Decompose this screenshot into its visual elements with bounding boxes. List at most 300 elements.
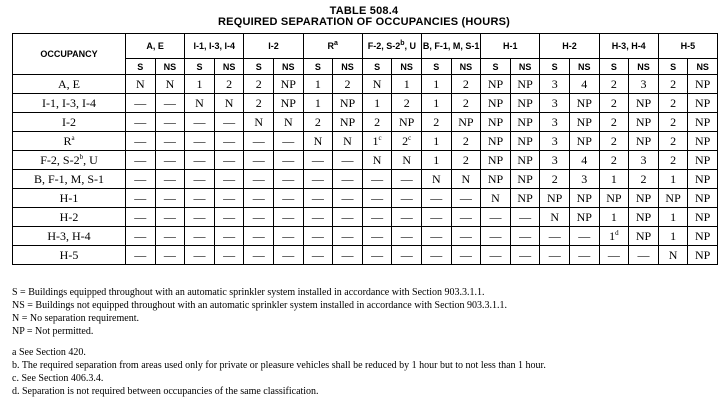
separation-cell xyxy=(155,151,185,170)
separation-cell xyxy=(214,189,244,208)
row-label-suffix: , U xyxy=(83,152,98,167)
separation-value: — xyxy=(193,114,206,129)
separation-cell xyxy=(303,227,333,246)
separation-cell xyxy=(362,208,392,227)
separation-value: N xyxy=(283,114,293,129)
separation-value: 2 xyxy=(670,152,677,167)
separation-cell xyxy=(569,151,599,170)
separation-value: — xyxy=(282,190,295,205)
separation-value: 2 xyxy=(462,95,469,110)
column-group-label-superscript: a xyxy=(334,40,338,47)
separation-cell xyxy=(392,208,422,227)
separation-cell xyxy=(688,132,718,151)
separation-cell xyxy=(155,246,185,265)
separation-value: — xyxy=(223,247,236,262)
separation-value: 2 xyxy=(670,133,677,148)
table-row xyxy=(13,75,718,94)
separation-cell xyxy=(540,113,570,132)
separation-cell xyxy=(658,170,688,189)
separation-cell xyxy=(421,94,451,113)
table-row xyxy=(13,170,718,189)
separation-value: N xyxy=(313,133,323,148)
separation-value: — xyxy=(341,152,354,167)
separation-cell xyxy=(303,151,333,170)
separation-cell xyxy=(421,189,451,208)
separation-value: — xyxy=(252,152,265,167)
separation-cell xyxy=(392,151,422,170)
separation-cell xyxy=(451,227,481,246)
separation-cell xyxy=(362,94,392,113)
row-occupancy-label xyxy=(13,208,126,227)
table-row xyxy=(13,113,718,132)
separation-cell xyxy=(244,246,274,265)
separation-value: — xyxy=(134,95,147,110)
separation-value: — xyxy=(371,228,384,243)
separation-cell xyxy=(688,208,718,227)
separation-cell xyxy=(421,113,451,132)
separation-value: 1 xyxy=(433,133,440,148)
separation-value: 1 xyxy=(314,76,321,91)
separation-cell xyxy=(629,75,659,94)
separation-cell xyxy=(185,246,215,265)
separation-value: NP xyxy=(695,247,711,262)
separation-cell xyxy=(244,208,274,227)
separation-cell xyxy=(392,246,422,265)
separation-cell xyxy=(214,113,244,132)
separation-value: — xyxy=(282,228,295,243)
separation-cell xyxy=(451,151,481,170)
separation-cell xyxy=(155,132,185,151)
separation-cell xyxy=(214,227,244,246)
separation-value: — xyxy=(163,190,176,205)
separation-cell xyxy=(421,227,451,246)
separation-value: NP xyxy=(487,152,504,167)
row-occupancy-label xyxy=(13,246,126,265)
separation-cell xyxy=(688,170,718,189)
separation-cell xyxy=(126,151,156,170)
subcolumn-ns-header: NS xyxy=(214,59,244,75)
separation-cell xyxy=(126,113,156,132)
table-row xyxy=(13,227,718,246)
separation-cell xyxy=(274,132,304,151)
separation-cell xyxy=(599,132,629,151)
separation-value: — xyxy=(371,171,384,186)
separation-cell xyxy=(362,246,392,265)
separation-value: — xyxy=(193,228,206,243)
separation-cell xyxy=(392,94,422,113)
separation-cell xyxy=(481,151,511,170)
separation-value: NP xyxy=(695,76,711,91)
separation-cell xyxy=(569,246,599,265)
separation-value: — xyxy=(252,133,265,148)
separation-value: NP xyxy=(576,114,592,129)
separation-cell xyxy=(333,151,363,170)
separation-cell xyxy=(362,151,392,170)
separation-cell xyxy=(510,170,540,189)
separation-value: 2 xyxy=(670,114,677,129)
row-label-superscript: b xyxy=(79,152,84,161)
footnote-line: a See Section 420. xyxy=(12,347,86,358)
row-occupancy-label xyxy=(13,132,126,151)
separation-cell xyxy=(185,208,215,227)
separation-value: — xyxy=(519,228,532,243)
separation-cell xyxy=(214,208,244,227)
separation-cell xyxy=(185,170,215,189)
separation-cell xyxy=(126,75,156,94)
separation-value: — xyxy=(134,133,147,148)
separation-value: — xyxy=(252,228,265,243)
separation-cell xyxy=(155,75,185,94)
separation-cell xyxy=(392,189,422,208)
footnote-line: c. See Section 406.3.4. xyxy=(12,373,104,384)
separation-cell xyxy=(658,132,688,151)
separation-cell xyxy=(214,94,244,113)
column-group-header xyxy=(244,34,303,59)
separation-cell xyxy=(185,189,215,208)
subcolumn-s-header: S xyxy=(362,59,392,75)
table-row xyxy=(13,189,718,208)
separation-cell xyxy=(451,189,481,208)
separation-value: NP xyxy=(695,133,711,148)
subcolumn-s-header: S xyxy=(303,59,333,75)
separation-value: — xyxy=(163,133,176,148)
table-row xyxy=(13,246,718,265)
column-group-header xyxy=(126,34,185,59)
table-title: REQUIRED SEPARATION OF OCCUPANCIES (HOURS) xyxy=(218,16,510,28)
separation-cell xyxy=(185,227,215,246)
separation-value: 1 xyxy=(403,76,410,91)
separation-cell xyxy=(421,151,451,170)
footnote-line: b. The required separation from areas used only for private or pleasure vehicles shall be reduced by 1 hour but to not less than 1 hour. xyxy=(12,360,546,371)
separation-value: — xyxy=(193,209,206,224)
separation-cell xyxy=(303,246,333,265)
separation-value: — xyxy=(134,114,147,129)
separation-value: — xyxy=(193,171,206,186)
separation-cell xyxy=(658,227,688,246)
subcolumn-ns-header: NS xyxy=(569,59,599,75)
separation-cell xyxy=(510,227,540,246)
separation-value: — xyxy=(134,247,147,262)
separation-cell xyxy=(362,113,392,132)
separation-value: — xyxy=(134,209,147,224)
separation-value: — xyxy=(430,247,443,262)
separation-value: — xyxy=(578,228,591,243)
separation-cell xyxy=(629,94,659,113)
separation-value: — xyxy=(282,133,295,148)
separation-cell xyxy=(392,227,422,246)
separation-cell xyxy=(658,113,688,132)
separation-value: — xyxy=(459,228,472,243)
separation-value: NP xyxy=(517,190,533,205)
separation-cell xyxy=(274,113,304,132)
legend-line: NS = Buildings not equipped throughout with an automatic sprinkler system installed in accordance with Section 903.3.1.1. xyxy=(12,300,508,311)
separation-value: NP xyxy=(695,171,711,186)
separation-value: — xyxy=(311,247,324,262)
separation-cell xyxy=(392,75,422,94)
separation-cell xyxy=(126,132,156,151)
row-label-text: H-2 xyxy=(59,209,79,224)
legend-line: N = No separation requirement. xyxy=(12,313,139,324)
separation-value: N xyxy=(372,76,382,91)
subcolumn-s-header: S xyxy=(126,59,156,75)
row-label-text: H-5 xyxy=(59,247,79,262)
separation-cell xyxy=(244,151,274,170)
separation-value: NP xyxy=(576,95,592,110)
legend-line: NP = Not permitted. xyxy=(12,326,94,337)
row-label-text: R xyxy=(63,133,72,148)
separation-cell xyxy=(540,246,570,265)
separation-cell xyxy=(126,246,156,265)
separation-value: 2 xyxy=(344,76,351,91)
separation-cell xyxy=(481,189,511,208)
separation-cell xyxy=(569,189,599,208)
separation-cell xyxy=(333,113,363,132)
separation-cell xyxy=(214,151,244,170)
separation-cell xyxy=(126,227,156,246)
separation-cell xyxy=(658,208,688,227)
row-label-text: I-2 xyxy=(62,114,76,129)
separation-cell xyxy=(688,75,718,94)
separation-cell xyxy=(421,246,451,265)
separation-value: NP xyxy=(635,228,652,243)
separation-value: 3 xyxy=(551,114,558,129)
separation-cell xyxy=(451,246,481,265)
separation-value: 2 xyxy=(640,171,647,186)
separation-cell xyxy=(274,189,304,208)
row-label-superscript: a xyxy=(71,133,75,142)
separation-value: NP xyxy=(695,190,711,205)
separation-cell xyxy=(599,170,629,189)
separation-cell xyxy=(244,189,274,208)
separation-value: — xyxy=(252,247,265,262)
separation-cell xyxy=(688,94,718,113)
separation-value: NP xyxy=(547,190,563,205)
separation-cell xyxy=(362,132,392,151)
separation-value: 2 xyxy=(670,95,677,110)
separation-value: N xyxy=(491,190,500,205)
separation-cell xyxy=(214,246,244,265)
separation-cell xyxy=(629,113,659,132)
separation-value: — xyxy=(311,152,324,167)
separation-cell xyxy=(333,132,363,151)
subcolumn-ns-header: NS xyxy=(333,59,363,75)
column-group-label-text: I-1, I-3, I-4 xyxy=(193,41,236,51)
separation-value: NP xyxy=(339,114,356,129)
separation-value: — xyxy=(311,209,324,224)
separation-cell xyxy=(333,170,363,189)
separation-value: 1 xyxy=(609,228,616,243)
separation-cell xyxy=(244,75,274,94)
row-label-text: H-3, H-4 xyxy=(47,228,91,243)
separation-value: — xyxy=(223,133,236,148)
separation-value: NP xyxy=(399,114,415,129)
column-group-header xyxy=(362,34,421,59)
separation-value: — xyxy=(282,209,295,224)
separation-value: NP xyxy=(576,209,592,224)
separation-value: — xyxy=(489,247,502,262)
separation-cell xyxy=(185,132,215,151)
separation-value: 1 xyxy=(433,95,440,110)
separation-value: NP xyxy=(517,95,533,110)
separation-value: — xyxy=(223,209,236,224)
separation-cell xyxy=(599,208,629,227)
row-label-text: A, E xyxy=(58,76,80,91)
separation-value: 3 xyxy=(581,171,588,186)
separation-cell xyxy=(510,189,540,208)
column-group-label-text: H-1 xyxy=(503,41,518,51)
separation-cell xyxy=(540,94,570,113)
separation-value: N xyxy=(195,95,204,110)
separation-cell xyxy=(688,151,718,170)
separation-value: — xyxy=(430,190,443,205)
separation-cell xyxy=(333,227,363,246)
separation-table xyxy=(12,33,718,265)
separation-cell xyxy=(569,132,599,151)
separation-cell xyxy=(155,94,185,113)
separation-value: NP xyxy=(695,228,711,243)
separation-cell xyxy=(540,132,570,151)
separation-value: 1 xyxy=(314,95,321,110)
separation-value: NP xyxy=(665,190,681,205)
separation-value: 4 xyxy=(581,76,588,91)
row-occupancy-label xyxy=(13,189,126,208)
separation-value: — xyxy=(193,190,206,205)
separation-cell xyxy=(629,170,659,189)
separation-value: — xyxy=(193,247,206,262)
table-row xyxy=(13,208,718,227)
separation-cell xyxy=(421,170,451,189)
separation-cell xyxy=(333,75,363,94)
separation-cell xyxy=(481,246,511,265)
separation-value: NP xyxy=(635,209,652,224)
separation-cell xyxy=(569,75,599,94)
separation-cell xyxy=(392,170,422,189)
separation-value: 2 xyxy=(255,76,262,91)
separation-cell xyxy=(451,113,481,132)
separation-value: — xyxy=(163,114,176,129)
separation-value: 3 xyxy=(551,133,558,148)
separation-value: NP xyxy=(487,133,504,148)
table-notes xyxy=(12,286,722,398)
subcolumn-s-header: S xyxy=(540,59,570,75)
separation-value: — xyxy=(163,228,176,243)
separation-value: — xyxy=(311,228,324,243)
separation-value: — xyxy=(193,152,206,167)
separation-cell xyxy=(451,208,481,227)
occupancy-corner-header: OCCUPANCY xyxy=(13,34,126,75)
separation-value: NP xyxy=(695,95,711,110)
separation-value: NP xyxy=(517,152,533,167)
separation-value: — xyxy=(578,247,591,262)
separation-cell xyxy=(333,246,363,265)
separation-value: N xyxy=(135,76,145,91)
table-row xyxy=(13,94,718,113)
separation-cell xyxy=(333,94,363,113)
separation-cell xyxy=(510,94,540,113)
separation-cell xyxy=(599,151,629,170)
separation-value: — xyxy=(548,247,561,262)
separation-cell xyxy=(155,170,185,189)
separation-cell xyxy=(244,170,274,189)
column-group-label-text: H-3, H-4 xyxy=(611,41,646,51)
separation-cell xyxy=(362,189,392,208)
separation-cell xyxy=(569,208,599,227)
legend-line: S = Buildings equipped throughout with an automatic sprinkler system installed in accordance with Section 903.3.1.1. xyxy=(12,287,485,298)
separation-cell xyxy=(274,75,304,94)
separation-value: NP xyxy=(635,190,652,205)
separation-cell xyxy=(481,94,511,113)
separation-value: — xyxy=(163,247,176,262)
separation-cell xyxy=(303,189,333,208)
separation-value: NP xyxy=(635,114,652,129)
separation-value: NP xyxy=(517,171,533,186)
separation-cell xyxy=(303,132,333,151)
separation-cell xyxy=(451,75,481,94)
column-group-label-superscript: b xyxy=(400,40,405,47)
separation-cell xyxy=(362,227,392,246)
separation-cell xyxy=(185,151,215,170)
separation-value: — xyxy=(341,209,354,224)
separation-value: — xyxy=(489,228,502,243)
separation-value: — xyxy=(311,171,324,186)
separation-cell xyxy=(421,75,451,94)
column-group-label-text: F-2, S-2 xyxy=(367,41,401,51)
separation-value: — xyxy=(341,190,354,205)
subcolumn-s-header: S xyxy=(244,59,274,75)
separation-value: 2 xyxy=(314,114,321,129)
separation-cell xyxy=(481,75,511,94)
separation-cell xyxy=(126,208,156,227)
separation-value: 2 xyxy=(670,76,677,91)
separation-value: 3 xyxy=(551,95,558,110)
separation-value: 1 xyxy=(374,95,381,110)
separation-value: 2 xyxy=(610,133,617,148)
separation-value: NP xyxy=(487,114,504,129)
separation-value: 2 xyxy=(462,152,469,167)
separation-value: 2 xyxy=(610,76,617,91)
separation-cell xyxy=(303,208,333,227)
separation-value: 2 xyxy=(403,95,410,110)
separation-cell xyxy=(510,151,540,170)
separation-cell xyxy=(185,75,215,94)
separation-value: NP xyxy=(606,190,622,205)
separation-value: N xyxy=(402,152,412,167)
separation-value: NP xyxy=(339,95,356,110)
subcolumn-ns-header: NS xyxy=(392,59,422,75)
subcolumn-ns-header: NS xyxy=(629,59,659,75)
subcolumn-ns-header: NS xyxy=(688,59,718,75)
separation-value: 1 xyxy=(670,209,677,224)
separation-cell xyxy=(481,227,511,246)
column-group-label-text: H-2 xyxy=(562,41,577,51)
separation-value: — xyxy=(519,209,532,224)
separation-cell xyxy=(658,189,688,208)
separation-value: — xyxy=(341,171,354,186)
separation-value: NP xyxy=(635,133,652,148)
separation-cell xyxy=(688,227,718,246)
column-group-label-text: I-2 xyxy=(268,41,279,51)
separation-cell xyxy=(481,113,511,132)
separation-value: — xyxy=(607,247,620,262)
separation-cell xyxy=(451,94,481,113)
separation-value: — xyxy=(252,209,265,224)
separation-cell xyxy=(481,132,511,151)
separation-value: 1 xyxy=(670,171,677,186)
header-row-groups xyxy=(13,34,718,59)
separation-cell xyxy=(244,227,274,246)
row-occupancy-label xyxy=(13,170,126,189)
separation-value: N xyxy=(254,114,264,129)
